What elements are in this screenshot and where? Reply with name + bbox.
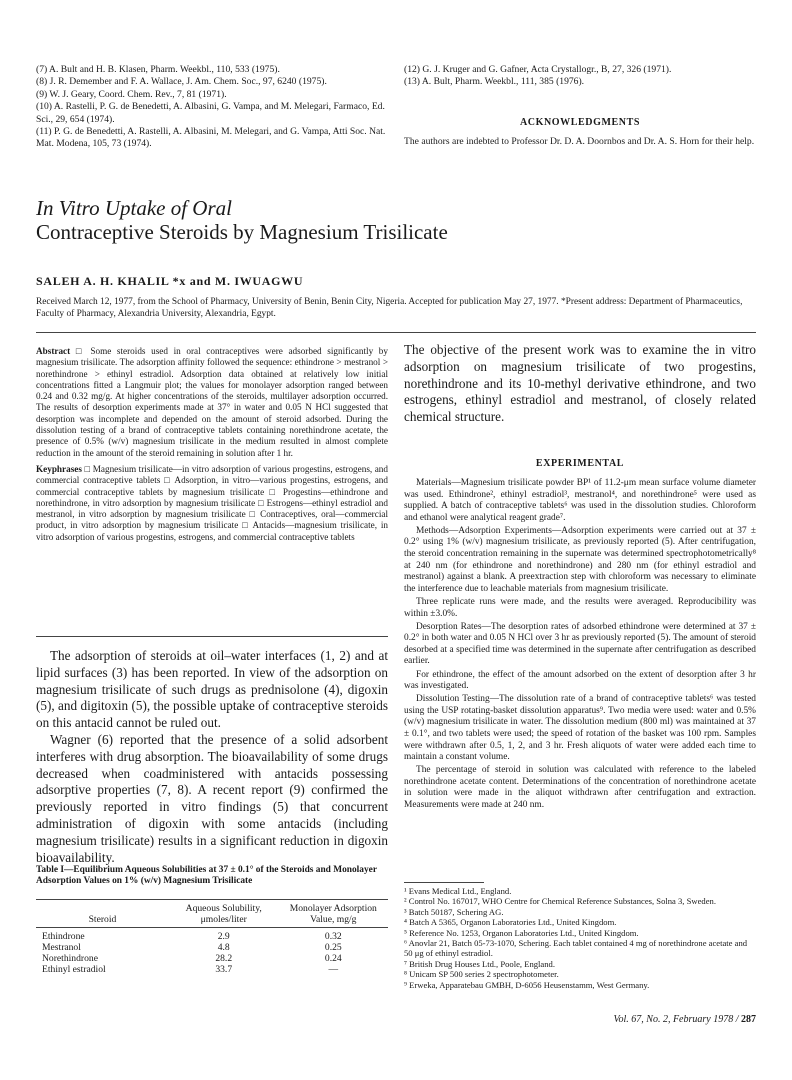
references-right	[404, 64, 756, 89]
article-received: Received March 12, 1977, from the School of Pharmacy, University of Benin, Benin City, Nigeria. Accepted for publication May 27, 1977. *Present address: Department of Pharmaceutics, Faculty of Pharmacy, Alexandria University, Alexandria, Egypt.	[36, 297, 743, 319]
references-left	[36, 64, 386, 151]
footnote: ⁸ Unicam SP 500 series 2 spectrophotometer.	[404, 969, 559, 980]
abstract-label: Abstract	[36, 346, 71, 356]
abstract-text: Some steroids used in oral contraceptives were adsorbed significantly by magnesium trisilicate. The adsorption affinity followed the sequence: ethindrone > mestranol > norethindrone > ethinyl estradiol. Adsorption data obtained at relatively low initial concentrations fitted a Langmuir plot; the values for monolayer adsorption ranged between 0.24 and 0.32 mg/g. At higher concentrations of the steroids, multilayer adsorption occurred. The results of desorption experiments made at 37° in water and 0.05 N HCl suggested that desorption was incomplete and depended on the amount of steroid adsorbed. During the dissolution testing of a brand of contraceptive tablets containing norethindrone acetate, the presence of 0.5% (w/v) magnesium trisilicate in the medium resulted in almost complete reduction in the amount of the steroid remaining in solution after 1 hr.	[36, 346, 388, 458]
reference: (8) J. R. Demember and F. A. Wallace, J. Am. Chem. Soc., 97, 6240 (1975).	[36, 76, 327, 88]
article-authors: SALEH A. H. KHALIL *x and M. IWUAGWU	[36, 274, 304, 288]
experimental-paragraph: Materials—Magnesium trisilicate powder BP¹ of 11.2-μm mean surface volume diameter was used. Ethindrone², ethinyl estradiol³, mestranol⁴, and norethindrone⁵ were used as supplied. A batch of contraceptive tablets⁶ was used in the dissolution studies. Chloroform and ethanol were analytical reagent grade⁷.	[404, 478, 756, 523]
table-top-rule	[36, 899, 388, 900]
footnote: ¹ Evans Medical Ltd., England.	[404, 886, 512, 896]
footnote: ⁵ Reference No. 1253, Organon Laboratories Ltd., United Kingdom.	[404, 927, 639, 938]
keyphrases-label: Keyphrases	[36, 463, 82, 474]
table-row: Ethinyl estradiol 33.7 —	[42, 964, 339, 975]
acknowledgments-text: The authors are indebted to Professor Dr. D. A. Doornbos and Dr. A. S. Horn for their help.	[404, 136, 755, 147]
table-header-adsorption: Monolayer Adsorption Value, mg/g	[289, 903, 377, 925]
article-title-line1: In Vitro Uptake of Oral	[36, 196, 232, 220]
experimental-paragraph: Dissolution Testing—The dissolution rate of a brand of contraceptive tablets⁶ was tested using the USP rotating-basket dissolution apparatus⁹. Two media were used: water and 0.5% (w/v) magnesium trisilicate in water. The dissolution medium (800 ml) was maintained at 37 ± 0.1°, and two tablets were used; the speed of rotation of the basket was 100 rpm. Samples were withdrawn after 0.5, 1, 2, and 3 hr. Fresh aliquots of water were added each time to maintain a constant volume.	[404, 694, 756, 763]
journal-citation: Vol. 67, No. 2, February 1978 /	[613, 1014, 739, 1025]
reference: (13) A. Bult, Pharm. Weekbl., 111, 385 (1976).	[404, 76, 585, 88]
table-row: Ethindrone 2.9 0.32	[42, 931, 342, 942]
table-row: Norethindrone 28.2 0.24	[42, 953, 342, 964]
introduction-left	[36, 648, 388, 866]
experimental-paragraph: Desorption Rates—The desorption rates of adsorbed ethindrone were determined at 37 ± 0.2° in both water and 0.05 N HCl over 3 hr as previously reported (5). The amount of steroid desorbed at a specified time was determined in the supernate after centrifugation as described earlier.	[404, 621, 756, 667]
experimental-heading: EXPERIMENTAL	[535, 458, 625, 469]
table-caption: Table I—Equilibrium Aqueous Solubilities at 37 ± 0.1° of the Steroids and Monolayer Adsorption Values on 1% (w/v) Magnesium Trisilicate	[36, 865, 377, 886]
experimental-body	[404, 478, 756, 813]
experimental-paragraph: Methods—Adsorption Experiments—Adsorption experiments were carried out at 37 ± 0.2° using 1% (w/v) magnesium trisilicate, as previously reported (5). After centrifugation, the steroid concentration remaining in the supernate was determined spectrophotometrically⁸ at 240 nm (for ethindrone and norethindrone) and 280 nm (for ethinyl estradiol and mestranol) against a blank. A preextraction step with chloroform was necessary to eliminate the interference due to leachable materials from magnesium trisilicate.	[404, 525, 756, 594]
abstract-block: Abstract □ Some steroids used in oral contraceptives were adsorbed significantly by magnesium trisilicate. The adsorption affinity followed the sequence: ethindrone > mestranol > norethindrone > ethinyl estradiol. Adsorption data obtained at relatively low initial concentrations fitted a Langmuir plot; the values for monolayer adsorption ranged between 0.24 and 0.32 mg/g. At higher concentrations of the steroids, multilayer adsorption occurred. The results of desorption experiments made at 37° in water and 0.05 N HCl suggested that desorption was incomplete and depended on the amount of steroid adsorbed. During the dissolution testing of a brand of contraceptive tablets containing norethindrone acetate, the presence of 0.5% (w/v) magnesium trisilicate in the medium resulted in almost complete reduction in the amount of the steroid remaining in solution after 1 hr. Keyphrases □ Magnesium trisilicate—in vitro adsorption of various progestins, estrogens, and commercial contraceptive tablets □ Adsorption, in vitro—various progestins, estrogens, and commercial contraceptive tablets by magnesium trisilicate □ Progestins—ethindrone and norethindrone, in vitro adsorption by magnesium trisilicate □ Estrogens—ethinyl estradiol and mestranol, in vitro adsorption by magnesium trisilicate □ Contraceptives, oral—commercial product, in vitro adsorption by magnesium trisilicate □ Antacids—magnesium trisilicate, in vitro adsorption of various progestins, estrogens, and commercial contraceptive tablets	[36, 346, 388, 542]
experimental-paragraph: Three replicate runs were made, and the results were averaged. Reproducibility was within ±3.0%.	[404, 596, 756, 619]
acknowledgments-heading: ACKNOWLEDGMENTS	[519, 117, 641, 128]
introduction-right: The objective of the present work was to examine the in vitro adsorption on magnesium trisilicate of two progestins, norethindrone and its 10-methyl derivative ethindrone, and two estrogens, ethinyl estradiol and mestranol, of closely related chemical structure.	[404, 342, 756, 425]
page-number: 287	[741, 1014, 756, 1025]
reference: (10) A. Rastelli, P. G. de Benedetti, A. Albasini, G. Vampa, and M. Melegari, Farmaco, Ed. Sci., 29, 654 (1974).	[36, 101, 385, 125]
footnote: ⁶ Anovlar 21, Batch 05-73-1070, Schering. Each tablet contained 4 mg of norethindrone acetate and 50 μg of ethinyl estradiol.	[404, 938, 748, 959]
abstract-rule	[36, 636, 388, 637]
experimental-paragraph: For ethindrone, the effect of the amount adsorbed on the extent of desorption after 3 hr was investigated.	[404, 669, 756, 692]
intro-paragraph: The adsorption of steroids at oil–water interfaces (1, 2) and at lipid surfaces (3) has been reported. In view of the adsorption on magnesium trisilicate of such drugs as prednisolone (4), digoxin (5), and digitoxin (5), the possible uptake of contraceptive steroids on this antacid cannot be ruled out.	[36, 648, 388, 731]
reference: (12) G. J. Kruger and G. Gafner, Acta Crystallogr., B, 27, 326 (1971).	[404, 64, 672, 75]
reference: (9) W. J. Geary, Coord. Chem. Rev., 7, 81 (1971).	[36, 88, 227, 100]
intro-paragraph: Wagner (6) reported that the presence of a solid adsorbent interferes with drug absorption. The bioavailability of some drugs decreased when coadministered with antacids possessing adsorptive properties (7, 8). A recent report (9) confirmed the previously reported in vitro findings (5) that concurrent administration of digoxin with some antacids (including magnesium trisilicate) results in a significant reduction in digoxin bioavailability.	[36, 731, 388, 865]
table-header-steroid: Steroid	[88, 914, 117, 925]
article-title-line2: Contraceptive Steroids by Magnesium Trisilicate	[36, 220, 448, 244]
footnote: ⁴ Batch A 5365, Organon Laboratories Ltd., United Kingdom.	[404, 917, 617, 928]
footnote: ⁹ Erweka, Apparatebau GMBH, D-6056 Heusenstamm, West Germany.	[404, 979, 650, 990]
footnote-rule	[404, 882, 484, 883]
footnote: ⁷ British Drug Houses Ltd., Poole, England.	[404, 958, 555, 969]
steroid-table	[36, 903, 388, 975]
header-rule	[36, 332, 756, 333]
table-row: Mestranol 4.8 0.25	[42, 942, 342, 953]
footnote: ² Control No. 167017, WHO Centre for Chemical Reference Substances, Solna 3, Sweden.	[404, 896, 716, 907]
footnotes	[404, 886, 756, 990]
keyphrases-text: Magnesium trisilicate—in vitro adsorption of various progestins, estrogens, and commercial contraceptive tablets □ Adsorption, in vitro—various progestins, estrogens, and commercial contraceptive tablets by magnesium trisilicate □ Progestins—ethindrone and norethindrone, in vitro adsorption by magnesium trisilicate □ Estrogens—ethinyl estradiol and mestranol, in vitro adsorption by magnesium trisilicate □ Contraceptives, oral—commercial product, in vitro adsorption by magnesium trisilicate □ Antacids—magnesium trisilicate, in vitro adsorption of various progestins, estrogens, and commercial contraceptive tablets	[36, 463, 388, 542]
reference: (7) A. Bult and H. B. Klasen, Pharm. Weekbl., 110, 533 (1975).	[36, 64, 280, 75]
article-title	[36, 196, 736, 244]
table-header-solubility: Aqueous Solubility, μmoles/liter	[185, 903, 262, 925]
experimental-paragraph: The percentage of steroid in solution was calculated with reference to the labeled norethindrone acetate content. Determinations of the concentration of norethindrone acetate in solution were made in the aliquot withdrawn after centrifugation and extraction. Measurements were made at 240 nm.	[404, 765, 756, 811]
page-footer	[404, 1014, 756, 1025]
footnote: ³ Batch 50187, Schering AG.	[404, 906, 504, 917]
reference: (11) P. G. de Benedetti, A. Rastelli, A. Albasini, M. Melegari, and G. Vampa, Atti Soc. Nat. Mat. Modena, 105, 73 (1974).	[36, 126, 386, 150]
